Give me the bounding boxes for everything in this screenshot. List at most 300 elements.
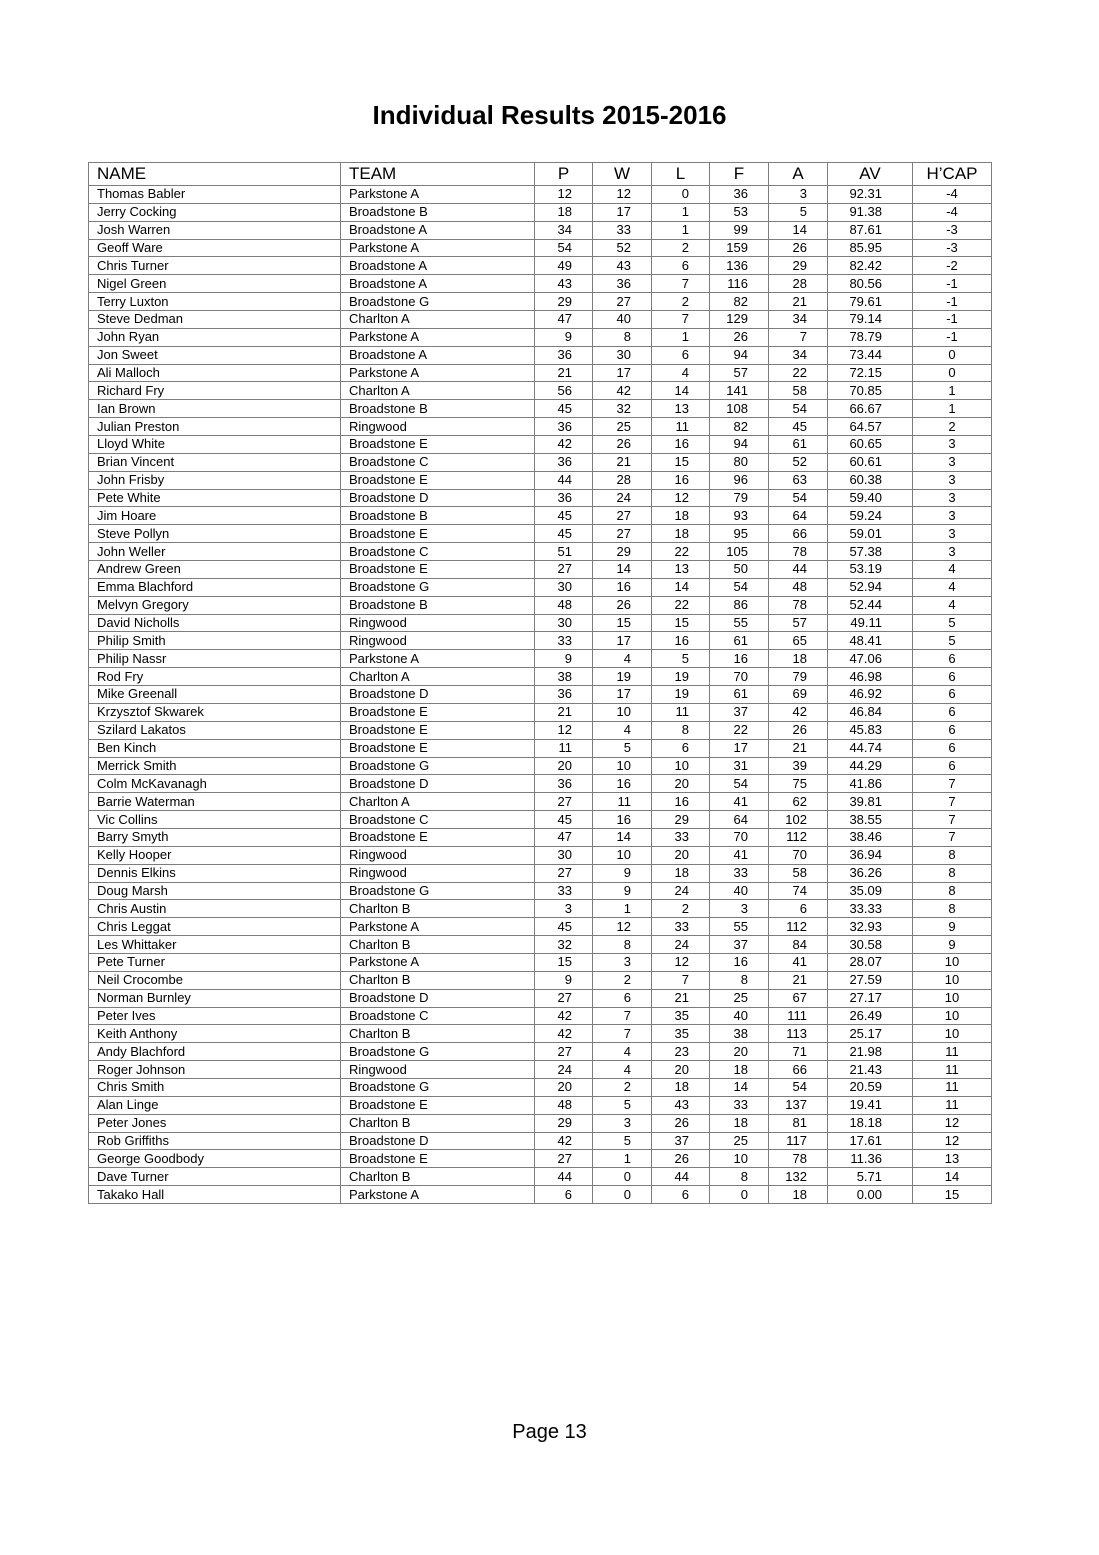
cell-a: 34 xyxy=(769,346,828,364)
cell-hcap: -1 xyxy=(913,328,992,346)
table-row xyxy=(89,311,992,329)
cell-p: 36 xyxy=(535,346,593,364)
cell-a: 45 xyxy=(769,418,828,436)
cell-team: Charlton B xyxy=(341,936,535,954)
cell-f: 82 xyxy=(710,293,769,311)
cell-name: Doug Marsh xyxy=(89,882,341,900)
cell-w: 3 xyxy=(593,1114,652,1132)
cell-w: 21 xyxy=(593,453,652,471)
cell-l: 6 xyxy=(652,739,710,757)
cell-l: 26 xyxy=(652,1150,710,1168)
cell-f: 33 xyxy=(710,864,769,882)
cell-hcap: 6 xyxy=(913,703,992,721)
cell-name: Thomas Babler xyxy=(89,186,341,204)
cell-team: Broadstone E xyxy=(341,721,535,739)
cell-l: 19 xyxy=(652,686,710,704)
cell-hcap: 3 xyxy=(913,489,992,507)
cell-w: 42 xyxy=(593,382,652,400)
cell-f: 37 xyxy=(710,936,769,954)
cell-p: 51 xyxy=(535,543,593,561)
table-row xyxy=(89,471,992,489)
cell-l: 18 xyxy=(652,525,710,543)
cell-a: 79 xyxy=(769,668,828,686)
cell-f: 41 xyxy=(710,793,769,811)
cell-team: Parkstone A xyxy=(341,364,535,382)
cell-name: Vic Collins xyxy=(89,811,341,829)
cell-av: 30.58 xyxy=(828,936,913,954)
cell-l: 44 xyxy=(652,1168,710,1186)
cell-hcap: 12 xyxy=(913,1114,992,1132)
cell-p: 44 xyxy=(535,1168,593,1186)
cell-w: 27 xyxy=(593,293,652,311)
cell-l: 18 xyxy=(652,864,710,882)
cell-a: 84 xyxy=(769,936,828,954)
cell-hcap: 6 xyxy=(913,757,992,775)
table-row xyxy=(89,1061,992,1079)
cell-name: Neil Crocombe xyxy=(89,971,341,989)
cell-a: 112 xyxy=(769,918,828,936)
cell-p: 20 xyxy=(535,757,593,775)
cell-hcap: -3 xyxy=(913,239,992,257)
cell-hcap: 11 xyxy=(913,1043,992,1061)
cell-av: 52.44 xyxy=(828,596,913,614)
table-row xyxy=(89,364,992,382)
cell-team: Broadstone B xyxy=(341,596,535,614)
cell-hcap: 5 xyxy=(913,632,992,650)
cell-f: 95 xyxy=(710,525,769,543)
cell-f: 41 xyxy=(710,846,769,864)
cell-av: 28.07 xyxy=(828,953,913,971)
cell-p: 3 xyxy=(535,900,593,918)
cell-w: 17 xyxy=(593,686,652,704)
cell-name: Keith Anthony xyxy=(89,1025,341,1043)
cell-w: 3 xyxy=(593,953,652,971)
cell-f: 80 xyxy=(710,453,769,471)
table-row xyxy=(89,632,992,650)
cell-w: 5 xyxy=(593,1096,652,1114)
cell-name: John Frisby xyxy=(89,471,341,489)
cell-hcap: 6 xyxy=(913,668,992,686)
cell-p: 32 xyxy=(535,936,593,954)
cell-a: 54 xyxy=(769,1078,828,1096)
table-row xyxy=(89,703,992,721)
cell-name: Chris Austin xyxy=(89,900,341,918)
cell-hcap: 10 xyxy=(913,1025,992,1043)
cell-team: Broadstone G xyxy=(341,578,535,596)
cell-f: 64 xyxy=(710,811,769,829)
cell-f: 50 xyxy=(710,561,769,579)
cell-p: 30 xyxy=(535,614,593,632)
cell-a: 71 xyxy=(769,1043,828,1061)
page-title: Individual Results 2015-2016 xyxy=(372,100,727,130)
cell-p: 27 xyxy=(535,561,593,579)
cell-team: Charlton A xyxy=(341,793,535,811)
cell-a: 58 xyxy=(769,864,828,882)
cell-a: 137 xyxy=(769,1096,828,1114)
cell-f: 129 xyxy=(710,311,769,329)
cell-a: 78 xyxy=(769,1150,828,1168)
cell-p: 21 xyxy=(535,703,593,721)
cell-name: Chris Leggat xyxy=(89,918,341,936)
cell-name: Emma Blachford xyxy=(89,578,341,596)
cell-a: 28 xyxy=(769,275,828,293)
cell-name: Steve Dedman xyxy=(89,311,341,329)
cell-hcap: 0 xyxy=(913,364,992,382)
cell-a: 21 xyxy=(769,293,828,311)
cell-team: Parkstone A xyxy=(341,650,535,668)
cell-team: Broadstone E xyxy=(341,828,535,846)
cell-hcap: 11 xyxy=(913,1061,992,1079)
cell-av: 45.83 xyxy=(828,721,913,739)
cell-av: 46.84 xyxy=(828,703,913,721)
cell-a: 57 xyxy=(769,614,828,632)
cell-w: 0 xyxy=(593,1168,652,1186)
cell-a: 62 xyxy=(769,793,828,811)
cell-av: 60.38 xyxy=(828,471,913,489)
cell-team: Broadstone D xyxy=(341,489,535,507)
cell-p: 9 xyxy=(535,971,593,989)
cell-f: 3 xyxy=(710,900,769,918)
table-row xyxy=(89,739,992,757)
table-row xyxy=(89,1096,992,1114)
cell-name: Chris Turner xyxy=(89,257,341,275)
cell-hcap: 2 xyxy=(913,418,992,436)
cell-team: Parkstone A xyxy=(341,1186,535,1204)
table-row xyxy=(89,221,992,239)
cell-p: 36 xyxy=(535,775,593,793)
cell-team: Parkstone A xyxy=(341,328,535,346)
cell-a: 6 xyxy=(769,900,828,918)
cell-av: 80.56 xyxy=(828,275,913,293)
cell-a: 67 xyxy=(769,989,828,1007)
cell-name: Jerry Cocking xyxy=(89,203,341,221)
cell-p: 36 xyxy=(535,489,593,507)
column-header-lost: L xyxy=(652,163,710,186)
cell-av: 21.43 xyxy=(828,1061,913,1079)
cell-w: 17 xyxy=(593,364,652,382)
cell-l: 16 xyxy=(652,793,710,811)
cell-a: 81 xyxy=(769,1114,828,1132)
table-row xyxy=(89,882,992,900)
cell-av: 79.14 xyxy=(828,311,913,329)
cell-team: Broadstone G xyxy=(341,1078,535,1096)
cell-av: 33.33 xyxy=(828,900,913,918)
cell-team: Broadstone A xyxy=(341,221,535,239)
cell-team: Parkstone A xyxy=(341,953,535,971)
cell-name: Kelly Hooper xyxy=(89,846,341,864)
cell-av: 5.71 xyxy=(828,1168,913,1186)
table-row xyxy=(89,900,992,918)
cell-name: Geoff Ware xyxy=(89,239,341,257)
cell-a: 66 xyxy=(769,1061,828,1079)
cell-av: 79.61 xyxy=(828,293,913,311)
cell-w: 16 xyxy=(593,578,652,596)
cell-name: Pete White xyxy=(89,489,341,507)
cell-w: 11 xyxy=(593,793,652,811)
cell-f: 0 xyxy=(710,1186,769,1204)
cell-l: 6 xyxy=(652,1186,710,1204)
cell-f: 159 xyxy=(710,239,769,257)
cell-a: 14 xyxy=(769,221,828,239)
table-row xyxy=(89,936,992,954)
cell-a: 117 xyxy=(769,1132,828,1150)
cell-l: 13 xyxy=(652,561,710,579)
cell-l: 24 xyxy=(652,936,710,954)
cell-hcap: 9 xyxy=(913,918,992,936)
cell-name: Josh Warren xyxy=(89,221,341,239)
cell-hcap: 8 xyxy=(913,864,992,882)
cell-l: 11 xyxy=(652,703,710,721)
table-row xyxy=(89,953,992,971)
cell-p: 48 xyxy=(535,596,593,614)
cell-name: Barrie Waterman xyxy=(89,793,341,811)
column-header-won: W xyxy=(593,163,652,186)
cell-hcap: 14 xyxy=(913,1168,992,1186)
cell-hcap: 6 xyxy=(913,686,992,704)
cell-av: 66.67 xyxy=(828,400,913,418)
cell-f: 70 xyxy=(710,668,769,686)
cell-p: 42 xyxy=(535,1025,593,1043)
cell-f: 96 xyxy=(710,471,769,489)
cell-a: 29 xyxy=(769,257,828,275)
cell-a: 26 xyxy=(769,721,828,739)
cell-a: 75 xyxy=(769,775,828,793)
cell-w: 5 xyxy=(593,1132,652,1150)
cell-hcap: 13 xyxy=(913,1150,992,1168)
cell-p: 48 xyxy=(535,1096,593,1114)
table-row xyxy=(89,668,992,686)
cell-w: 12 xyxy=(593,186,652,204)
cell-team: Parkstone A xyxy=(341,918,535,936)
cell-l: 2 xyxy=(652,239,710,257)
cell-team: Broadstone D xyxy=(341,775,535,793)
cell-name: George Goodbody xyxy=(89,1150,341,1168)
cell-name: Julian Preston xyxy=(89,418,341,436)
cell-l: 0 xyxy=(652,186,710,204)
cell-hcap: 10 xyxy=(913,1007,992,1025)
cell-w: 28 xyxy=(593,471,652,489)
cell-f: 18 xyxy=(710,1114,769,1132)
cell-hcap: 10 xyxy=(913,953,992,971)
cell-l: 29 xyxy=(652,811,710,829)
cell-w: 6 xyxy=(593,989,652,1007)
cell-p: 15 xyxy=(535,953,593,971)
cell-a: 5 xyxy=(769,203,828,221)
cell-av: 64.57 xyxy=(828,418,913,436)
cell-p: 33 xyxy=(535,632,593,650)
cell-a: 41 xyxy=(769,953,828,971)
cell-a: 42 xyxy=(769,703,828,721)
cell-name: Steve Pollyn xyxy=(89,525,341,543)
cell-team: Ringwood xyxy=(341,864,535,882)
cell-a: 3 xyxy=(769,186,828,204)
cell-f: 14 xyxy=(710,1078,769,1096)
cell-name: Terry Luxton xyxy=(89,293,341,311)
cell-a: 74 xyxy=(769,882,828,900)
cell-team: Broadstone B xyxy=(341,203,535,221)
cell-w: 1 xyxy=(593,900,652,918)
table-row xyxy=(89,203,992,221)
cell-f: 57 xyxy=(710,364,769,382)
table-row xyxy=(89,721,992,739)
cell-w: 15 xyxy=(593,614,652,632)
cell-a: 48 xyxy=(769,578,828,596)
cell-l: 16 xyxy=(652,471,710,489)
cell-l: 35 xyxy=(652,1007,710,1025)
cell-team: Broadstone A xyxy=(341,275,535,293)
table-row xyxy=(89,650,992,668)
cell-w: 9 xyxy=(593,882,652,900)
cell-w: 8 xyxy=(593,936,652,954)
cell-av: 41.86 xyxy=(828,775,913,793)
table-row xyxy=(89,864,992,882)
cell-name: Chris Smith xyxy=(89,1078,341,1096)
cell-f: 17 xyxy=(710,739,769,757)
cell-f: 25 xyxy=(710,1132,769,1150)
cell-w: 9 xyxy=(593,864,652,882)
cell-team: Charlton A xyxy=(341,311,535,329)
cell-p: 12 xyxy=(535,186,593,204)
table-row xyxy=(89,418,992,436)
cell-p: 45 xyxy=(535,918,593,936)
cell-team: Broadstone C xyxy=(341,543,535,561)
cell-name: Pete Turner xyxy=(89,953,341,971)
cell-a: 26 xyxy=(769,239,828,257)
cell-w: 27 xyxy=(593,525,652,543)
table-row xyxy=(89,989,992,1007)
cell-team: Broadstone C xyxy=(341,1007,535,1025)
table-row xyxy=(89,1078,992,1096)
cell-hcap: 8 xyxy=(913,846,992,864)
cell-a: 39 xyxy=(769,757,828,775)
cell-w: 1 xyxy=(593,1150,652,1168)
cell-a: 112 xyxy=(769,828,828,846)
cell-w: 33 xyxy=(593,221,652,239)
cell-p: 45 xyxy=(535,811,593,829)
cell-av: 53.19 xyxy=(828,561,913,579)
table-row xyxy=(89,525,992,543)
cell-f: 116 xyxy=(710,275,769,293)
table-row xyxy=(89,257,992,275)
column-header-handicap: H’CAP xyxy=(913,163,992,186)
cell-hcap: 3 xyxy=(913,525,992,543)
cell-p: 47 xyxy=(535,828,593,846)
cell-f: 54 xyxy=(710,578,769,596)
cell-name: Melvyn Gregory xyxy=(89,596,341,614)
table-row xyxy=(89,346,992,364)
cell-hcap: -4 xyxy=(913,186,992,204)
cell-l: 26 xyxy=(652,1114,710,1132)
cell-w: 27 xyxy=(593,507,652,525)
cell-a: 70 xyxy=(769,846,828,864)
cell-hcap: 15 xyxy=(913,1186,992,1204)
cell-hcap: -2 xyxy=(913,257,992,275)
cell-name: Philip Smith xyxy=(89,632,341,650)
cell-w: 12 xyxy=(593,918,652,936)
cell-av: 46.98 xyxy=(828,668,913,686)
cell-l: 7 xyxy=(652,275,710,293)
cell-team: Broadstone C xyxy=(341,811,535,829)
cell-w: 16 xyxy=(593,775,652,793)
cell-l: 1 xyxy=(652,221,710,239)
cell-name: Merrick Smith xyxy=(89,757,341,775)
cell-team: Broadstone A xyxy=(341,257,535,275)
cell-l: 11 xyxy=(652,418,710,436)
cell-team: Broadstone D xyxy=(341,686,535,704)
cell-p: 42 xyxy=(535,436,593,454)
cell-a: 54 xyxy=(769,489,828,507)
cell-w: 8 xyxy=(593,328,652,346)
cell-hcap: 10 xyxy=(913,971,992,989)
table-row xyxy=(89,578,992,596)
table-row xyxy=(89,1043,992,1061)
cell-p: 27 xyxy=(535,989,593,1007)
cell-av: 73.44 xyxy=(828,346,913,364)
cell-hcap: 12 xyxy=(913,1132,992,1150)
cell-a: 61 xyxy=(769,436,828,454)
cell-f: 86 xyxy=(710,596,769,614)
table-row xyxy=(89,846,992,864)
cell-l: 6 xyxy=(652,346,710,364)
cell-name: Barry Smyth xyxy=(89,828,341,846)
cell-av: 18.18 xyxy=(828,1114,913,1132)
cell-f: 94 xyxy=(710,436,769,454)
cell-p: 27 xyxy=(535,1150,593,1168)
cell-name: David Nicholls xyxy=(89,614,341,632)
cell-a: 21 xyxy=(769,739,828,757)
cell-w: 40 xyxy=(593,311,652,329)
cell-av: 44.74 xyxy=(828,739,913,757)
cell-l: 37 xyxy=(652,1132,710,1150)
cell-name: Philip Nassr xyxy=(89,650,341,668)
cell-f: 8 xyxy=(710,1168,769,1186)
cell-a: 78 xyxy=(769,543,828,561)
cell-av: 72.15 xyxy=(828,364,913,382)
table-row xyxy=(89,757,992,775)
cell-a: 34 xyxy=(769,311,828,329)
column-header-name: NAME xyxy=(89,163,341,186)
cell-team: Broadstone B xyxy=(341,507,535,525)
cell-p: 45 xyxy=(535,400,593,418)
cell-l: 14 xyxy=(652,578,710,596)
cell-team: Broadstone E xyxy=(341,436,535,454)
table-row xyxy=(89,971,992,989)
cell-w: 7 xyxy=(593,1025,652,1043)
cell-team: Broadstone E xyxy=(341,525,535,543)
cell-w: 4 xyxy=(593,1061,652,1079)
cell-f: 105 xyxy=(710,543,769,561)
cell-name: Dave Turner xyxy=(89,1168,341,1186)
cell-p: 36 xyxy=(535,453,593,471)
cell-l: 2 xyxy=(652,900,710,918)
cell-hcap: 7 xyxy=(913,811,992,829)
cell-team: Broadstone G xyxy=(341,1043,535,1061)
table-row xyxy=(89,1150,992,1168)
cell-l: 4 xyxy=(652,364,710,382)
cell-av: 70.85 xyxy=(828,382,913,400)
cell-name: Ali Malloch xyxy=(89,364,341,382)
cell-p: 30 xyxy=(535,578,593,596)
cell-p: 6 xyxy=(535,1186,593,1204)
cell-hcap: 8 xyxy=(913,900,992,918)
cell-av: 39.81 xyxy=(828,793,913,811)
cell-a: 65 xyxy=(769,632,828,650)
cell-hcap: 6 xyxy=(913,650,992,668)
cell-av: 47.06 xyxy=(828,650,913,668)
cell-p: 38 xyxy=(535,668,593,686)
cell-hcap: 5 xyxy=(913,614,992,632)
cell-f: 38 xyxy=(710,1025,769,1043)
